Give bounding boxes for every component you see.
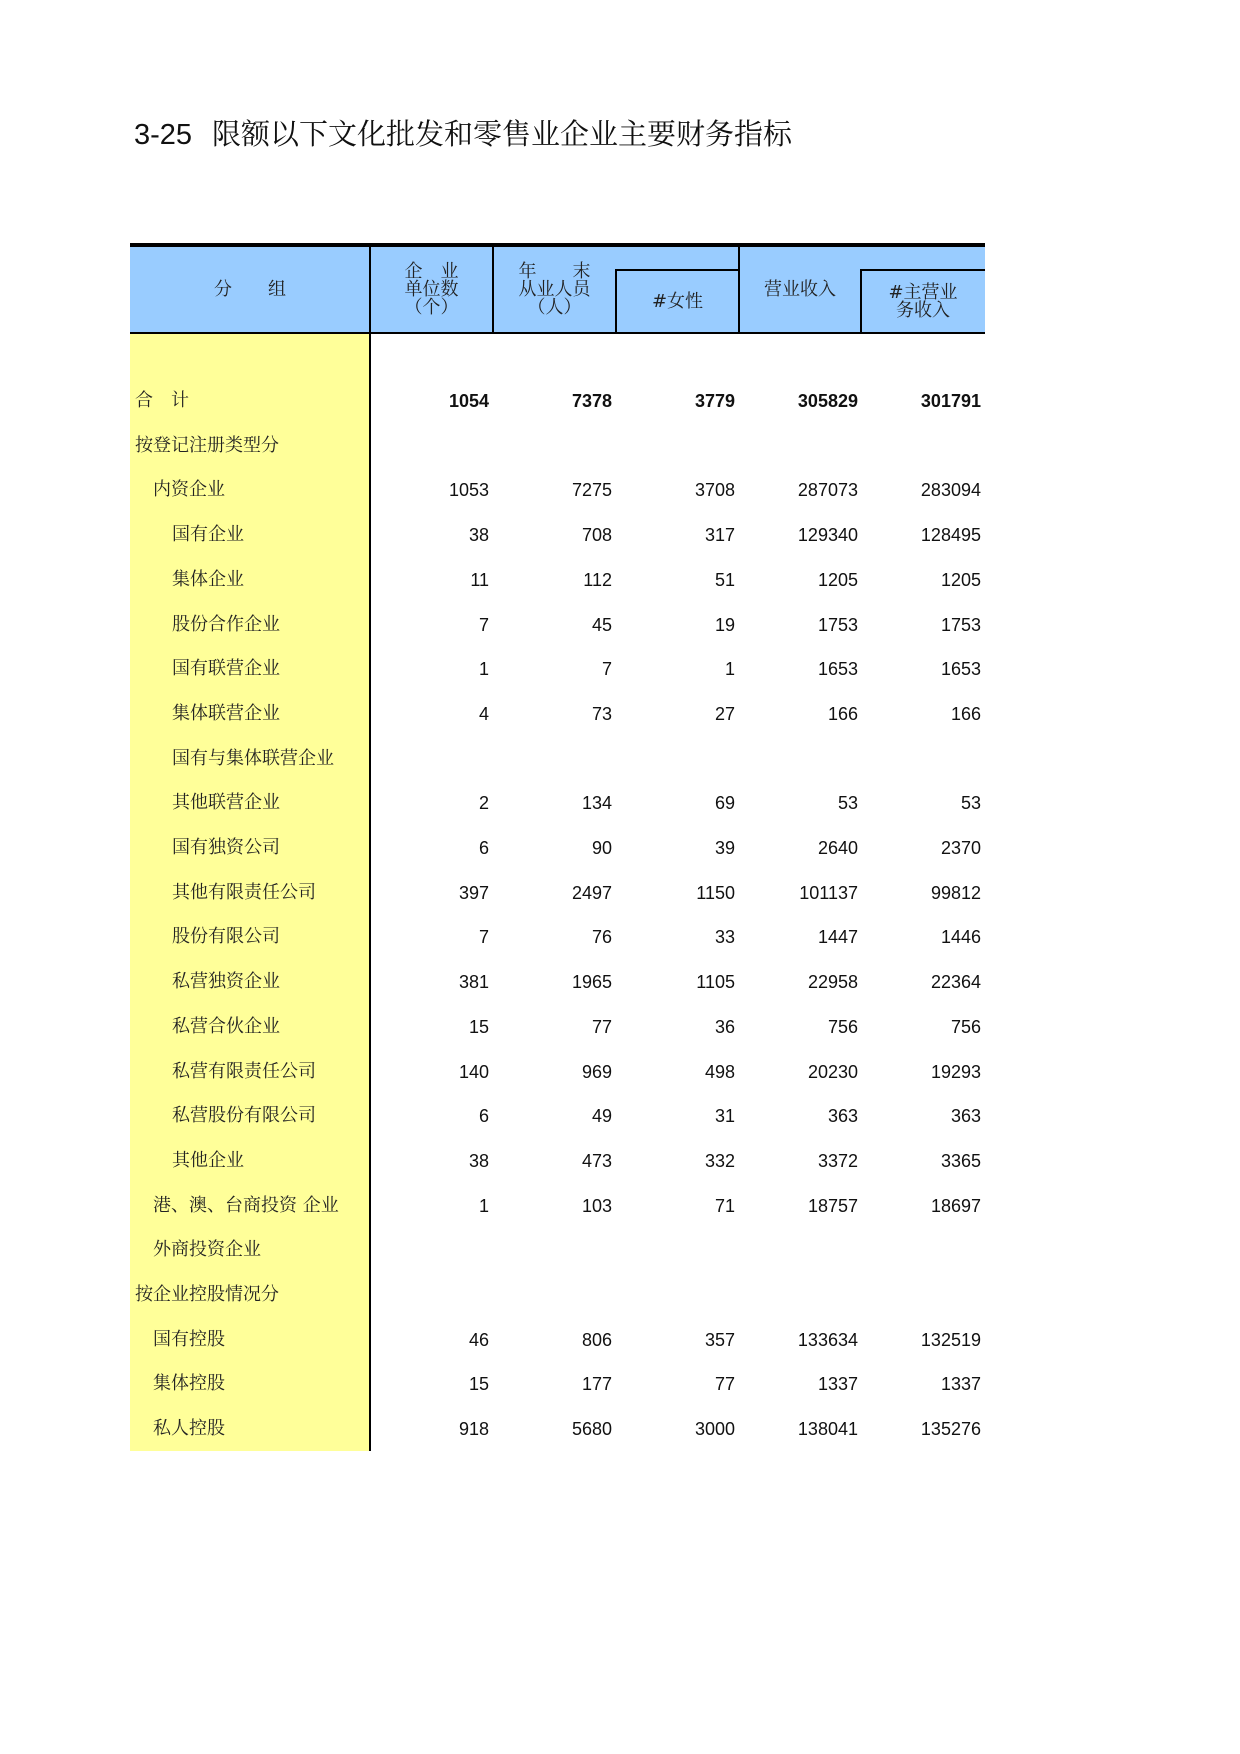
cell-value: 1965 xyxy=(571,972,612,993)
cell-value: 4 xyxy=(478,703,489,724)
row-label: 国有控股 xyxy=(153,1328,225,1350)
cell-value: 15 xyxy=(468,1374,489,1395)
cell-value: 2 xyxy=(478,793,489,814)
cell-value: 33 xyxy=(714,927,735,948)
cell-value: 77 xyxy=(714,1374,735,1395)
cell-value: 381 xyxy=(458,972,489,993)
table-row xyxy=(130,692,985,737)
header-female: #女性 xyxy=(651,290,704,312)
cell-value: 2497 xyxy=(571,882,612,903)
cell-value: 7 xyxy=(478,927,489,948)
header-group: 分 组 xyxy=(214,278,286,300)
cell-value: 38 xyxy=(468,525,489,546)
cell-value: 1447 xyxy=(817,927,858,948)
row-label: 其他有限责任公司 xyxy=(172,881,316,903)
cell-value: 7 xyxy=(601,659,612,680)
row-label: 国有企业 xyxy=(172,524,244,546)
table-row xyxy=(130,647,985,692)
cell-value: 3372 xyxy=(817,1150,858,1171)
cell-value: 129340 xyxy=(797,525,858,546)
cell-value: 46 xyxy=(468,1329,489,1350)
cell-value: 77 xyxy=(591,1016,612,1037)
table-row xyxy=(130,558,985,603)
cell-value: 1753 xyxy=(817,614,858,635)
cell-value: 132519 xyxy=(920,1329,981,1350)
row-label: 私营独资企业 xyxy=(172,971,280,993)
cell-value: 1 xyxy=(478,1195,489,1216)
cell-value: 22958 xyxy=(807,972,858,993)
cell-value: 36 xyxy=(714,1016,735,1037)
cell-value: 1 xyxy=(724,659,735,680)
table-row xyxy=(130,871,985,916)
cell-value: 1205 xyxy=(940,569,981,590)
table-row xyxy=(130,781,985,826)
cell-value: 1446 xyxy=(940,927,981,948)
cell-value: 283094 xyxy=(920,480,981,501)
cell-value: 397 xyxy=(458,882,489,903)
table-row xyxy=(130,379,985,424)
cell-value: 38 xyxy=(468,1150,489,1171)
cell-value: 3708 xyxy=(694,480,735,501)
table-row xyxy=(130,513,985,558)
cell-value: 1150 xyxy=(696,882,735,903)
cell-value: 11 xyxy=(470,569,489,590)
row-label: 私营股份有限公司 xyxy=(172,1105,316,1127)
cell-value: 287073 xyxy=(797,480,858,501)
row-label: 国有与集体联营企业 xyxy=(172,747,334,769)
cell-value: 1337 xyxy=(817,1374,858,1395)
cell-value: 45 xyxy=(591,614,612,635)
cell-value: 357 xyxy=(704,1329,735,1350)
cell-value: 2640 xyxy=(817,838,858,858)
cell-value: 332 xyxy=(704,1150,735,1171)
row-label: 其他联营企业 xyxy=(172,792,280,814)
cell-value: 6 xyxy=(478,1106,489,1127)
cell-value: 53 xyxy=(837,793,858,814)
row-label: 集体企业 xyxy=(172,568,244,590)
cell-value: 708 xyxy=(581,525,612,546)
cell-value: 76 xyxy=(591,927,612,948)
table-header xyxy=(130,243,985,334)
table-row xyxy=(130,737,985,782)
page-title xyxy=(134,112,792,153)
row-label: 国有独资公司 xyxy=(172,837,280,858)
cell-value: 3000 xyxy=(694,1419,735,1440)
cell-value: 1753 xyxy=(940,614,981,635)
cell-value: 6 xyxy=(478,838,489,858)
cell-value: 1205 xyxy=(817,569,858,590)
row-label: 国有联营企业 xyxy=(172,658,280,680)
cell-value: 71 xyxy=(714,1195,735,1216)
header-revenue: 营业收入 xyxy=(764,278,836,300)
cell-value: 301791 xyxy=(920,391,981,411)
table-row xyxy=(130,1184,985,1229)
cell-value: 15 xyxy=(468,1016,489,1037)
table-row xyxy=(130,1362,985,1407)
cell-value: 39 xyxy=(714,838,735,858)
cell-value: 7 xyxy=(478,614,489,635)
cell-value: 1054 xyxy=(448,391,489,411)
table-row xyxy=(130,1318,985,1363)
row-label: 私人控股 xyxy=(153,1418,225,1440)
table-number: 3-25 xyxy=(134,119,193,151)
table-row xyxy=(130,1005,985,1050)
cell-value: 1 xyxy=(478,659,489,680)
cell-value: 22364 xyxy=(930,972,981,993)
table-row xyxy=(130,1407,985,1452)
cell-value: 473 xyxy=(581,1150,612,1171)
cell-value: 498 xyxy=(704,1061,735,1082)
cell-value: 1653 xyxy=(940,659,981,680)
header-employees: 年 末 从业人员 （人） xyxy=(518,260,591,318)
cell-value: 3779 xyxy=(694,391,735,411)
cell-value: 756 xyxy=(827,1016,858,1037)
cell-value: 1653 xyxy=(817,659,858,680)
cell-value: 135276 xyxy=(920,1419,981,1440)
header-main-revenue: #主营业 务收入 xyxy=(888,281,958,321)
cell-value: 19293 xyxy=(930,1061,981,1082)
row-label: 私营有限责任公司 xyxy=(172,1060,316,1082)
cell-value: 134 xyxy=(581,793,612,814)
row-label: 外商投资企业 xyxy=(153,1239,261,1261)
cell-value: 73 xyxy=(591,703,612,724)
cell-value: 99812 xyxy=(930,882,981,903)
row-label: 港、澳、台商投资 企业 xyxy=(153,1194,339,1216)
cell-value: 317 xyxy=(704,525,735,546)
cell-value: 112 xyxy=(583,569,612,590)
row-label: 内资企业 xyxy=(153,479,225,501)
row-label: 其他企业 xyxy=(172,1149,244,1171)
cell-value: 969 xyxy=(581,1061,612,1082)
cell-value: 363 xyxy=(950,1106,981,1127)
table-row xyxy=(130,603,985,648)
cell-value: 177 xyxy=(581,1374,612,1395)
row-label: 集体控股 xyxy=(153,1373,225,1395)
cell-value: 101137 xyxy=(799,882,858,903)
cell-value: 2370 xyxy=(940,838,981,858)
cell-value: 138041 xyxy=(797,1419,858,1440)
table-title: 限额以下文化批发和零售业企业主要财务指标 xyxy=(212,117,793,151)
row-label: 按登记注册类型分 xyxy=(135,434,279,456)
cell-value: 1105 xyxy=(696,972,735,993)
cell-value: 103 xyxy=(581,1195,612,1216)
table-row xyxy=(130,1139,985,1184)
table-row xyxy=(130,1094,985,1139)
row-label: 按企业控股情况分 xyxy=(135,1284,279,1305)
table-row xyxy=(130,424,985,469)
row-label: 私营合伙企业 xyxy=(172,1015,280,1037)
cell-value: 305829 xyxy=(797,391,858,411)
cell-value: 1337 xyxy=(940,1374,981,1395)
cell-value: 18757 xyxy=(807,1195,858,1216)
cell-value: 19 xyxy=(714,614,735,635)
table-row xyxy=(130,826,985,871)
table-row xyxy=(130,915,985,960)
cell-value: 7378 xyxy=(571,391,612,411)
cell-value: 31 xyxy=(714,1106,735,1127)
cell-value: 918 xyxy=(458,1419,489,1440)
cell-value: 5680 xyxy=(571,1419,612,1440)
cell-value: 3365 xyxy=(940,1150,981,1171)
row-label: 合 计 xyxy=(135,390,189,411)
row-label: 股份合作企业 xyxy=(172,613,280,635)
cell-value: 363 xyxy=(827,1106,858,1127)
cell-value: 166 xyxy=(827,703,858,724)
cell-value: 69 xyxy=(714,793,735,814)
cell-value: 166 xyxy=(950,703,981,724)
cell-value: 49 xyxy=(591,1106,612,1127)
cell-value: 18697 xyxy=(930,1195,981,1216)
cell-value: 7275 xyxy=(571,480,612,501)
table-row xyxy=(130,960,985,1005)
cell-value: 756 xyxy=(950,1016,981,1037)
cell-value: 53 xyxy=(960,793,981,814)
table-row xyxy=(130,468,985,513)
cell-value: 140 xyxy=(458,1061,489,1082)
cell-value: 20230 xyxy=(807,1061,858,1082)
row-label: 集体联营企业 xyxy=(172,702,280,724)
cell-value: 1053 xyxy=(448,480,489,501)
cell-value: 90 xyxy=(591,838,612,858)
table-row xyxy=(130,1228,985,1273)
cell-value: 133634 xyxy=(797,1329,858,1350)
header-units: 企 业 单位数 （个） xyxy=(404,260,459,318)
cell-value: 27 xyxy=(714,703,735,724)
table-row xyxy=(130,1050,985,1095)
cell-value: 128495 xyxy=(920,525,981,546)
cell-value: 806 xyxy=(581,1329,612,1350)
row-label: 股份有限公司 xyxy=(172,926,280,948)
table-row xyxy=(130,1273,985,1318)
cell-value: 51 xyxy=(714,569,735,590)
